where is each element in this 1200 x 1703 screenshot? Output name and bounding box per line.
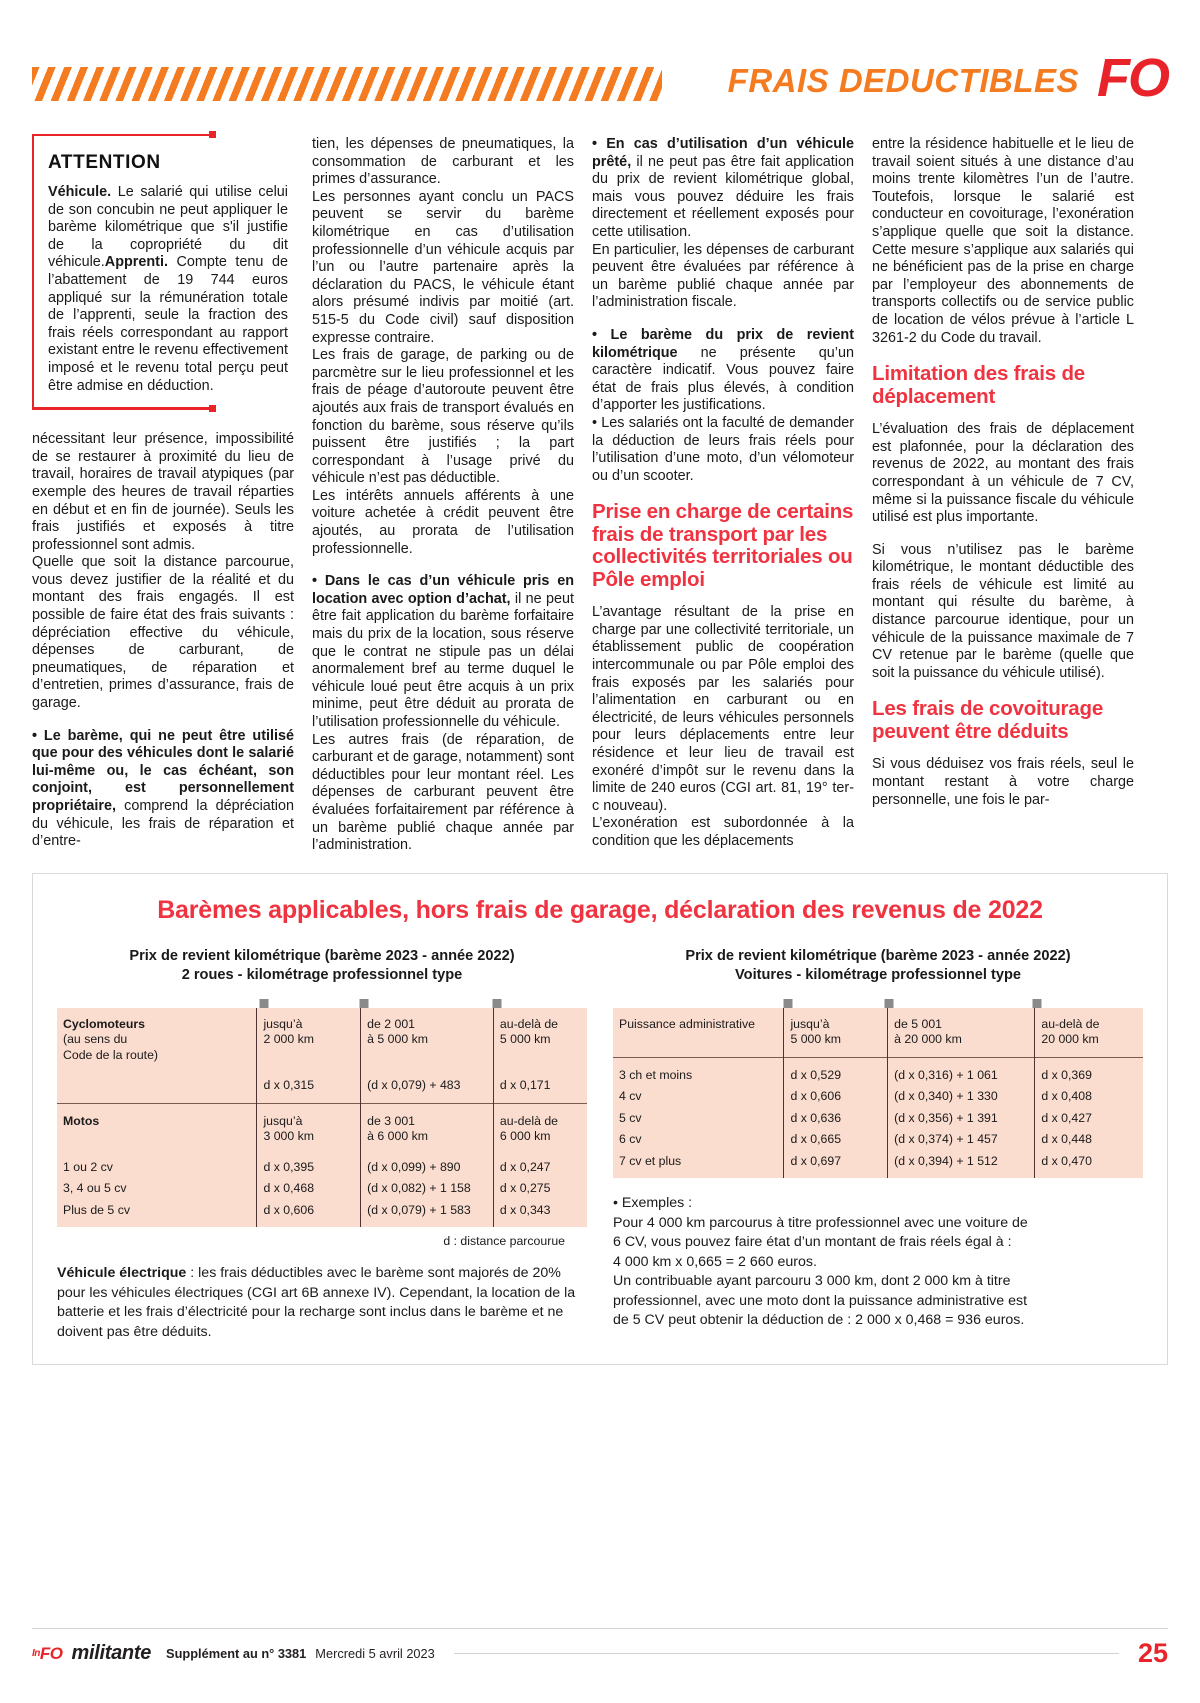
motos-row1-label: 3, 4 ou 5 cv <box>63 1181 127 1196</box>
page-footer <box>32 1628 1168 1669</box>
diagonal-stripes-decoration <box>32 67 662 101</box>
range1-line2: 2 000 km <box>263 1032 315 1047</box>
motos-row2-c1: d x 0,606 <box>257 1200 361 1228</box>
col1-bullet-bold: • Le barème, qui ne peut être utilisé que pour des véhicules dont le salarié lui-même ou, le cas échéant, son conjoint, est personnellement propriétaire, <box>32 727 294 814</box>
section-heading-limitation: Limitation des frais de déplacement <box>872 362 1085 408</box>
tick-marker-2 <box>884 999 893 1008</box>
distance-note: d : distance parcourue <box>443 1234 565 1249</box>
col3-paragraph-6: L’exonération est subordonnée à la condition que les déplacements <box>592 815 854 849</box>
motos-range2-line2: à 6 000 km <box>367 1129 428 1144</box>
table-row <box>57 1103 587 1148</box>
column-1 <box>32 136 294 855</box>
footer-publication-name: militante <box>71 1642 152 1664</box>
table-2roues-column-ticks <box>57 999 587 1008</box>
col3-bullet1-bold: • En cas d’utilisation d’un véhicule prêté, <box>592 136 854 170</box>
cyclomoteurs-sub1: (au sens du <box>63 1032 128 1047</box>
voit-row2-label: 5 cv <box>619 1110 642 1125</box>
cell-range-2 <box>361 1103 494 1148</box>
col1-paragraph-2: Quelle que soit la distance parcourue, vous devez justifier de la réalité et du montant des frais engagés. Il est possible de faire état des frais suivants : dépréciation effective du véhicule, dépenses de carburant, de pneumatiques, de réparation et d’entretien, primes d’assurance, frais de garage. <box>32 554 294 712</box>
table-voitures-wrap <box>613 999 1143 1179</box>
attention-box-dot-bottom <box>209 405 216 412</box>
puissance-administrative-label: Puissance administrative <box>619 1016 756 1031</box>
attention-box-dot-top <box>209 131 216 138</box>
range3-line2: 5 000 km <box>499 1032 551 1047</box>
table-row <box>57 1075 587 1103</box>
attention-apprenti-label: Apprenti. <box>104 254 168 271</box>
col2-bullet-text: il ne peut être fait application du barème forfaitaire mais du prix de la location, sous réserve que le contrat ne stipule pas un délai anormalement bref au terme duquel le véhicule loué peut être acquis à un prix minime, peut être déduit au prorata de l’utilisation professionnelle du véhicule. <box>312 590 574 730</box>
col2-paragraph-6: Les autres frais (de réparation, de carburant et de garage, notamment) sont déductibles pour leur montant réel. Les dépenses de carburant peuvent être évaluées forfaitairement par référence à un barème publié chaque année par l’administration. <box>312 731 574 854</box>
col3-bullet1-text: il ne peut pas être fait application du prix de revient kilométrique global, mais vous pouvez déduire les frais directement et réellement exposés pour cette utilisation. <box>592 153 854 240</box>
motos-row2-c2: (d x 0,079) + 1 583 <box>361 1200 494 1228</box>
motos-row0-c1: d x 0,395 <box>257 1157 361 1179</box>
table-voitures-column-ticks <box>613 999 1143 1008</box>
col2-paragraph-5 <box>312 573 574 731</box>
col3-paragraph-4: • Les salariés ont la faculté de demander la déduction de leurs frais réels pour l’utilisation d’une moto, d’un vélomoteur ou d’un scooter. <box>592 414 854 484</box>
motos-row0-c2: (d x 0,099) + 890 <box>361 1157 494 1179</box>
electric-vehicle-text: : les frais déductibles avec le barème sont majorés de 20% pour les véhicules électriques (CGI art 6B annexe IV). Cependant, la location de la batterie et les frais d’électricité pour la recharge sont inclus dans le barème et ne doivent pas être déduits. <box>57 1265 576 1340</box>
voit-range3-line1: au-delà de <box>1041 1016 1100 1031</box>
table-row <box>613 1108 1143 1130</box>
electric-vehicle-label: Véhicule électrique <box>57 1265 187 1282</box>
baremes-title: Barèmes applicables, hors frais de garage, déclaration des revenus de 2022 <box>157 895 1043 924</box>
page-title: FRAIS DEDUCTIBLES <box>727 62 1079 99</box>
range2-line1: de 2 001 <box>367 1016 416 1031</box>
cell-range-2 <box>361 1008 494 1067</box>
voit-row4-c2: (d x 0,394) + 1 512 <box>888 1151 1035 1179</box>
voit-row4-label: 7 cv et plus <box>619 1153 682 1168</box>
voit-row0-c2: (d x 0,316) + 1 061 <box>888 1057 1035 1086</box>
table-row <box>613 1057 1143 1086</box>
attention-heading: ATTENTION <box>48 152 161 173</box>
fo-logo: FO <box>1097 48 1168 108</box>
table-row <box>57 1178 587 1200</box>
voit-row0-label: 3 ch et moins <box>613 1057 784 1086</box>
col1-paragraph-1: nécessitant leur présence, impossibilité de se restaurer à proximité du lieu de travail, horaires de travail atypiques (par exemple des heures de travail réparties en début et en fin de journée). Seuls les frais justifiés et exposés à titre professionnel sont admis. <box>32 431 294 553</box>
table-row <box>613 1151 1143 1179</box>
voit-row3-label: 6 cv <box>619 1132 642 1147</box>
voit-row2-c3: d x 0,427 <box>1035 1108 1143 1130</box>
voit-row3-c2: (d x 0,374) + 1 457 <box>888 1129 1035 1151</box>
motos-row1-c1: d x 0,468 <box>257 1178 361 1200</box>
motos-label: Motos <box>63 1113 100 1128</box>
voit-row3-c1: d x 0,665 <box>784 1129 888 1151</box>
cell-range-1 <box>257 1103 361 1148</box>
cell-range-3 <box>493 1008 587 1067</box>
voit-range1-line1: jusqu’à <box>790 1016 830 1031</box>
column-4 <box>872 136 1134 855</box>
voit-row2-c2: (d x 0,356) + 1 391 <box>888 1108 1035 1130</box>
voit-range3-line2: 20 000 km <box>1041 1032 1099 1047</box>
examples-line-4: Un contribuable ayant parcouru 3 000 km, dont 2 000 km à titre <box>613 1273 1011 1290</box>
cell-range-1 <box>257 1008 361 1067</box>
section-heading-covoiturage: Les frais de covoiturage peuvent être déduits <box>872 697 1104 743</box>
col4-paragraph-1: entre la résidence habituelle et le lieu de travail soient situés à une distance d’au moins trente kilomètres l’un de l’autre. Toutefois, lorsque le salarié est conducteur en covoiturage, l’exonération s’applique quelle que soit la distance. Cette mesure s’applique aux salariés qui ne bénéficient pas de la prise en charge par l’employeur des abonnements de transports collectifs ou de service public de location de vélos prévue à l’article L 3261-2 du Code du travail. <box>872 136 1134 346</box>
table-voitures-caption-line1: Prix de revient kilométrique (barème 2023 - année 2022) <box>685 947 1071 964</box>
col1-bullet-text: comprend la dépréciation du véhicule, les frais de réparation et d’entre- <box>32 798 294 850</box>
cyclo-value-3: d x 0,171 <box>493 1075 587 1103</box>
footer-page-number: 25 <box>1137 1638 1168 1668</box>
col2-paragraph-2: Les personnes ayant conclu un PACS peuvent se servir du barème kilométrique en cas d’utilisation professionnelle d’un véhicule acquis par l’un ou l’autre partenaire après la déclaration du PACS, le véhicule étant alors présumé indivis par moitié (art. 515-5 du Code civil) sauf disposition expresse contraire. <box>312 188 574 346</box>
range2-line2: à 5 000 km <box>367 1032 428 1047</box>
examples-line-6: de 5 CV peut obtenir la déduction de : 2 000 x 0,468 = 936 euros. <box>613 1312 1025 1329</box>
baremes-right-half <box>613 947 1143 1343</box>
col2-paragraph-4: Les intérêts annuels afférents à une voiture achetée à crédit peuvent être ajoutés, au prorata de l’utilisation professionnelle. <box>312 487 574 557</box>
table-row <box>57 1200 587 1228</box>
attention-paragraph-vehicule <box>48 184 288 395</box>
cell-empty <box>57 1075 257 1103</box>
cell-group-label <box>57 1103 257 1148</box>
voit-row4-c1: d x 0,697 <box>784 1151 888 1179</box>
voit-row2-c1: d x 0,636 <box>784 1108 888 1130</box>
table-2roues-caption-line2: 2 roues - kilométrage professionnel type <box>181 966 463 983</box>
baremes-columns <box>57 947 1143 1343</box>
col2-paragraph-1: tien, les dépenses de pneumatiques, la consommation de carburant et les primes d’assurance. <box>312 136 574 188</box>
voit-row1-c2: (d x 0,340) + 1 330 <box>888 1086 1035 1108</box>
col3-paragraph-1 <box>592 136 854 242</box>
col3-bullet2-bold: • Le barème du prix de revient kilométrique <box>592 326 854 361</box>
cell-range-2 <box>888 1008 1035 1058</box>
tick-marker-3 <box>492 999 501 1008</box>
range3-line1: au-delà de <box>499 1016 559 1031</box>
article-columns <box>32 136 1168 855</box>
voit-range2-line2: à 20 000 km <box>894 1032 962 1047</box>
col4-paragraph-2: L’évaluation des frais de déplacement est plafonnée, pour la déclaration des revenus de 2022, au montant des frais correspondant à un véhicule de 7 CV, même si la puissance fiscale du véhicule utilisé est plus importante. <box>872 421 1134 526</box>
footer-logo-prefix: In <box>32 1647 40 1659</box>
column-2 <box>312 136 574 855</box>
table-2roues-caption <box>57 947 587 985</box>
examples-line-2: 6 CV, vous pouvez faire état d’un montant de frais réels égal à : <box>613 1234 1012 1251</box>
baremes-box <box>32 873 1168 1366</box>
footer-supplement: Supplément au n° 3381 <box>166 1646 307 1661</box>
examples-heading: • Exemples : <box>613 1195 693 1212</box>
tick-marker-3 <box>1033 999 1042 1008</box>
cell-range-1 <box>784 1008 888 1058</box>
col3-paragraph-3 <box>592 327 854 415</box>
col2-bullet-bold: • Dans le cas d’un véhicule pris en location avec option d’achat, <box>312 573 574 607</box>
masthead <box>32 42 1168 120</box>
col3-bullet2-text: ne présente qu’un caractère indicatif. Vous pouvez faire état de frais plus élevés, à condition d’apporter les justifications. <box>592 344 854 414</box>
voit-row0-c3: d x 0,369 <box>1035 1057 1143 1086</box>
table-2roues <box>57 1008 587 1228</box>
cyclomoteurs-sub2: Code de la route) <box>63 1047 159 1062</box>
tick-marker-1 <box>783 999 792 1008</box>
table-row <box>57 1008 587 1067</box>
attention-apprenti-text: Compte tenu de l’abattement de 19 744 euros appliqué sur la rémunération totale de l’apprenti, seule la fraction des frais réels correspondant au rapport existant entre le revenu effectivement imposé et le revenu total perçu peut être admise en déduction. <box>48 254 288 394</box>
cyclomoteurs-label: Cyclomoteurs <box>63 1016 146 1031</box>
examples-line-1: Pour 4 000 km parcourus à titre professionnel avec une voiture de <box>613 1214 1028 1231</box>
voit-row0-c1: d x 0,529 <box>784 1057 888 1086</box>
motos-range2-line1: de 3 001 <box>367 1113 416 1128</box>
motos-row2-label: Plus de 5 cv <box>63 1202 130 1217</box>
examples-block <box>613 1194 1143 1331</box>
col3-paragraph-5: L’avantage résultant de la prise en charge par une collectivité territoriale, un établissement public de coopération intercommunale ou par Pôle emploi des frais exposés par les salariés pour l’alimentation en carburant ou en électricité, de leurs véhicules personnels pour leurs déplacements entre leur résidence et leur lieu de travail est exonéré d’impôt sur le revenu dans la limite de 240 euros (CGI art. 81, 19° ter-c nouveau). <box>592 604 854 814</box>
tick-marker-2 <box>360 999 369 1008</box>
motos-row1-c3: d x 0,275 <box>493 1178 587 1200</box>
motos-range3-line1: au-delà de <box>499 1113 559 1128</box>
col4-paragraph-3: Si vous n’utilisez pas le barème kilométrique, le montant déductible des frais réels de véhicule est limité au montant qui résulte du barème, à distance parcourue identique, pour un véhicule de la puissance maximale de 7 CV retenue par le barème (quelle que soit la puissance du véhicule utilisé). <box>872 541 1134 681</box>
table-row <box>57 1157 587 1179</box>
cyclo-value-1: d x 0,315 <box>257 1075 361 1103</box>
voit-range2-line1: de 5 001 <box>894 1016 943 1031</box>
motos-range3-line2: 6 000 km <box>499 1129 551 1144</box>
table-spacer-row <box>57 1066 587 1075</box>
voit-range1-line2: 5 000 km <box>790 1032 842 1047</box>
table-voitures <box>613 1008 1143 1179</box>
footer-logo-main: FO <box>39 1643 63 1663</box>
table-row <box>613 1008 1143 1058</box>
attention-vehicule-label: Véhicule. <box>48 184 112 200</box>
page <box>0 42 1200 1703</box>
range1-line1: jusqu’à <box>263 1016 303 1031</box>
motos-row0-c3: d x 0,247 <box>493 1157 587 1179</box>
table-2roues-caption-line1: Prix de revient kilométrique (barème 2023 - année 2022) <box>129 947 515 964</box>
column-3 <box>592 136 854 855</box>
table-voitures-caption <box>613 947 1143 985</box>
table-2roues-wrap <box>57 999 587 1228</box>
table-row <box>613 1129 1143 1151</box>
cell-group-label <box>57 1008 257 1067</box>
voit-row3-c3: d x 0,448 <box>1035 1129 1143 1151</box>
cell-range-3 <box>1035 1008 1143 1058</box>
examples-line-3: 4 000 km x 0,665 = 2 660 euros. <box>613 1253 817 1270</box>
col1-paragraph-3 <box>32 728 294 851</box>
cyclo-value-2: (d x 0,079) + 483 <box>361 1075 494 1103</box>
voit-row1-label: 4 cv <box>619 1089 642 1104</box>
motos-row1-c2: (d x 0,082) + 1 158 <box>361 1178 494 1200</box>
examples-line-5: professionnel, avec une moto dont la puissance administrative est <box>613 1292 1028 1309</box>
table-spacer-row <box>57 1148 587 1157</box>
voit-row1-c1: d x 0,606 <box>784 1086 888 1108</box>
motos-range1-line1: jusqu’à <box>263 1113 303 1128</box>
footer-date: Mercredi 5 avril 2023 <box>315 1646 435 1661</box>
motos-row2-c3: d x 0,343 <box>493 1200 587 1228</box>
cell-range-3 <box>493 1103 587 1148</box>
motos-row0-label: 1 ou 2 cv <box>63 1159 113 1174</box>
col2-paragraph-3: Les frais de garage, de parking ou de parcmètre sur le lieu professionnel et les frais de péage d’autoroute peuvent être ajoutés aux frais de transport évalués en fonction du barème, sous réserve qu’ils puissent être justifiés ; la part correspondant à l’usage privé du véhicule n’est pas déductible. <box>312 347 574 487</box>
baremes-left-half <box>57 947 587 1343</box>
footer-divider <box>454 1653 1119 1654</box>
motos-range1-line2: 3 000 km <box>263 1129 315 1144</box>
col4-paragraph-4: Si vous déduisez vos frais réels, seul le montant restant à votre charge personnelle, une fois le par- <box>872 756 1134 808</box>
voit-row1-c3: d x 0,408 <box>1035 1086 1143 1108</box>
attention-box <box>32 136 294 407</box>
table-row <box>613 1086 1143 1108</box>
electric-vehicle-note <box>57 1264 587 1342</box>
tick-marker-1 <box>259 999 268 1008</box>
attention-vehicule-text: Le salarié qui utilise celui de son concubin ne peut appliquer le barème kilométrique que s'il justifie de la copropriété du dit véhicule. <box>48 184 288 271</box>
table-voitures-caption-line2: Voitures - kilométrage professionnel type <box>735 966 1021 983</box>
voit-row4-c3: d x 0,470 <box>1035 1151 1143 1179</box>
col3-paragraph-2: En particulier, les dépenses de carburant peuvent être évaluées par référence à un barème publié chaque année par l’administration fiscale. <box>592 241 854 311</box>
section-heading-prise-en-charge: Prise en charge de certains frais de transport par les collectivités territoriales ou Pôle emploi <box>592 500 854 591</box>
